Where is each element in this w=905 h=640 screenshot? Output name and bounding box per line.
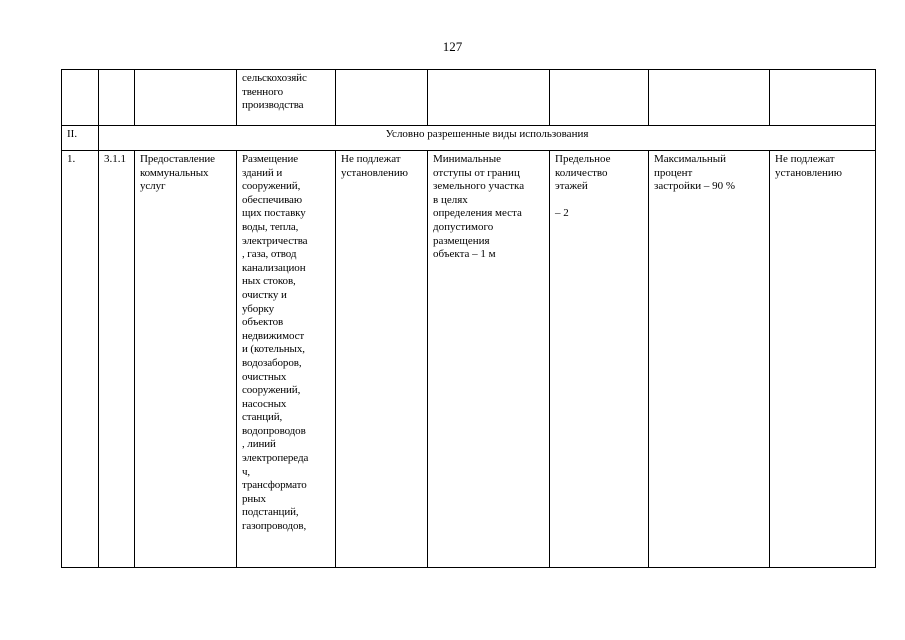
row-number: 1. (62, 151, 99, 568)
description-line: производства (242, 99, 304, 112)
description-line: канализацион (242, 261, 306, 274)
description-line: водозаборов, (242, 356, 302, 369)
coverage-line: застройки – 90 % (654, 180, 736, 193)
setback-line: объекта – 1 м (433, 248, 496, 261)
description-line: электричества (242, 234, 308, 247)
setback-line: земельного участка (433, 180, 525, 193)
floors-line: Предельное (555, 153, 611, 165)
name-line: коммунальных (140, 166, 209, 179)
row-coverage (649, 151, 770, 568)
description-line: объектов (242, 316, 284, 329)
note-line: установлению (341, 166, 409, 179)
zoning-table (61, 69, 876, 568)
row-parameters-note (336, 151, 428, 568)
description-line: очистных (242, 370, 287, 383)
floors-line: количество (555, 166, 608, 179)
description-line: сооружений, (242, 180, 301, 193)
row-setbacks (428, 151, 550, 568)
floors-line: этажей (555, 180, 588, 193)
description-line: рных (242, 492, 266, 505)
setback-line: в целях (433, 193, 468, 206)
row-code: 3.1.1 (99, 151, 135, 568)
setback-line: отступы от границ (433, 166, 520, 179)
cell-empty (770, 70, 876, 126)
description-line: насосных (242, 397, 287, 410)
note-line: Не подлежат (341, 153, 401, 165)
cell-empty (336, 70, 428, 126)
cell-empty (649, 70, 770, 126)
page-number: 127 (442, 39, 463, 54)
description-line: щих поставку (242, 207, 306, 220)
row-other-limits (770, 151, 876, 568)
cell-empty (550, 70, 649, 126)
cell-description (237, 70, 336, 126)
limits-line: установлению (775, 166, 843, 179)
description-line: подстанций, (242, 506, 299, 519)
setback-line: допустимого (433, 220, 494, 233)
cell-name (135, 70, 237, 126)
description-line: трансформато (242, 479, 307, 492)
description-line: газопроводов, (242, 520, 307, 533)
description-line: , газа, отвод (242, 248, 297, 261)
setback-line: размещения (433, 234, 490, 247)
setback-line: определения места (433, 207, 522, 220)
description-line: сельскохозяйс (242, 72, 307, 84)
coverage-line: процент (654, 166, 693, 179)
table-row-section (62, 126, 876, 151)
row-description (237, 151, 336, 568)
description-line: уборку (242, 302, 275, 315)
coverage-line: Максимальный (654, 153, 727, 165)
row-floors (550, 151, 649, 568)
limits-line: Не подлежат (775, 153, 835, 165)
section-number: II. (62, 126, 99, 151)
description-line: воды, тепла, (242, 220, 299, 233)
description-line: зданий и (242, 166, 283, 179)
cell-code (99, 70, 135, 126)
description-line: , линий (242, 438, 276, 451)
cell-empty (428, 70, 550, 126)
description-line: ных стоков, (242, 275, 296, 288)
table-row-continuation (62, 70, 876, 126)
description-line: водопроводов (242, 424, 306, 437)
description-line: ч, (242, 465, 251, 478)
description-line: и (котельных, (242, 343, 305, 356)
floors-value: – 2 (555, 206, 569, 219)
description-line: твенного (242, 85, 284, 98)
description-line: сооружений, (242, 384, 301, 397)
description-line: обеспечиваю (242, 193, 302, 206)
name-line: Предоставление (140, 153, 215, 165)
name-line: услуг (140, 180, 166, 193)
description-line: очистку и (242, 288, 287, 301)
description-line: недвижимост (242, 329, 305, 342)
row-name (135, 151, 237, 568)
section-title: Условно разрешенные виды использования (99, 126, 876, 151)
description-line: Размещение (242, 153, 299, 165)
setback-line: Минимальные (433, 153, 501, 165)
description-line: станций, (242, 411, 283, 424)
table-row (62, 151, 876, 568)
cell-number (62, 70, 99, 126)
description-line: электропередa (242, 452, 309, 465)
